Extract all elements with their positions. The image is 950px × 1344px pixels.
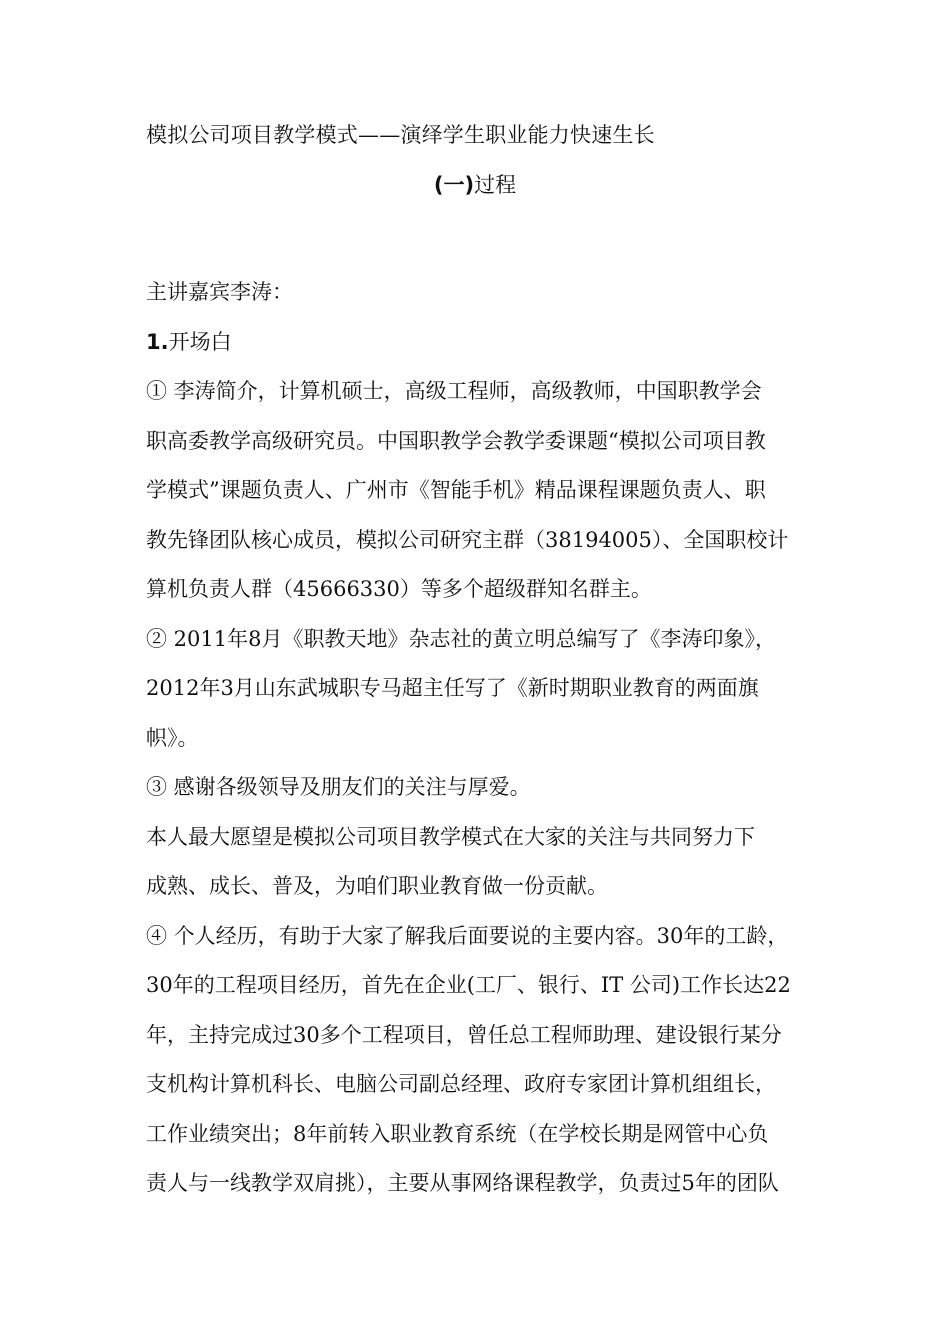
text-line: 学模式”课题负责人、广州市《智能手机》精品课程课题负责人、职 <box>146 478 766 502</box>
item-heading-number: 1. <box>146 329 169 354</box>
text-line: 年，主持完成过30多个工程项目，曾任总工程师助理、建设银行某分 <box>146 1022 782 1047</box>
document-title: 模拟公司项目教学模式——演绎学生职业能力快速生长 <box>146 123 655 147</box>
section-mark: (一) <box>433 173 475 197</box>
text-line: 帜》。 <box>146 725 199 750</box>
text-line: 教先锋团队核心成员，模拟公司研究主群（38194005）、全国职校计 <box>146 527 789 552</box>
text-line: 本人最大愿望是模拟公司项目教学模式在大家的关注与共同努力下 <box>146 824 755 849</box>
text-line: ① 李涛简介，计算机硕士，高级工程师，高级教师，中国职教学会 <box>146 379 762 403</box>
text-line: 2012年3月山东武城职专马超主任写了《新时期职业教育的两面旗 <box>146 676 759 700</box>
text-line: 工作业绩突出；8年前转入职业教育系统（在学校长期是网管中心负 <box>146 1121 769 1146</box>
text-line: 责人与一线教学双肩挑），主要从事网络课程教学，负责过5年的团队 <box>146 1171 779 1195</box>
speaker-line: 主讲嘉宾李涛： <box>146 280 293 304</box>
item-heading <box>146 318 806 368</box>
text-line: 职高委教学高级研究员。中国职教学会教学委课题“模拟公司项目教 <box>146 428 766 453</box>
text-line: ② 2011年8月《职教天地》杂志社的黄立明总编写了《李涛印象》， <box>146 626 776 651</box>
document-body <box>146 268 806 1209</box>
section-label: 过程 <box>474 173 517 197</box>
text-line: ④ 个人经历，有助于大家了解我后面要说的主要内容。30年的工龄， <box>146 923 789 948</box>
section-heading <box>0 170 950 200</box>
item-heading-label: 开场白 <box>168 329 232 354</box>
text-line: ③ 感谢各级领导及朋友们的关注与厚爱。 <box>146 775 531 799</box>
text-line: 支机构计算机科长、电脑公司副总经理、政府专家团计算机组组长， <box>146 1072 776 1096</box>
text-line: 30年的工程项目经历，首先在企业(工厂、银行、IT 公司)工作长达22 <box>146 973 791 997</box>
text-line: 算机负责人群（45666330）等多个超级群知名群主。 <box>146 577 652 601</box>
text-line: 成熟、成长、普及，为咱们职业教育做一份贡献。 <box>146 874 608 898</box>
